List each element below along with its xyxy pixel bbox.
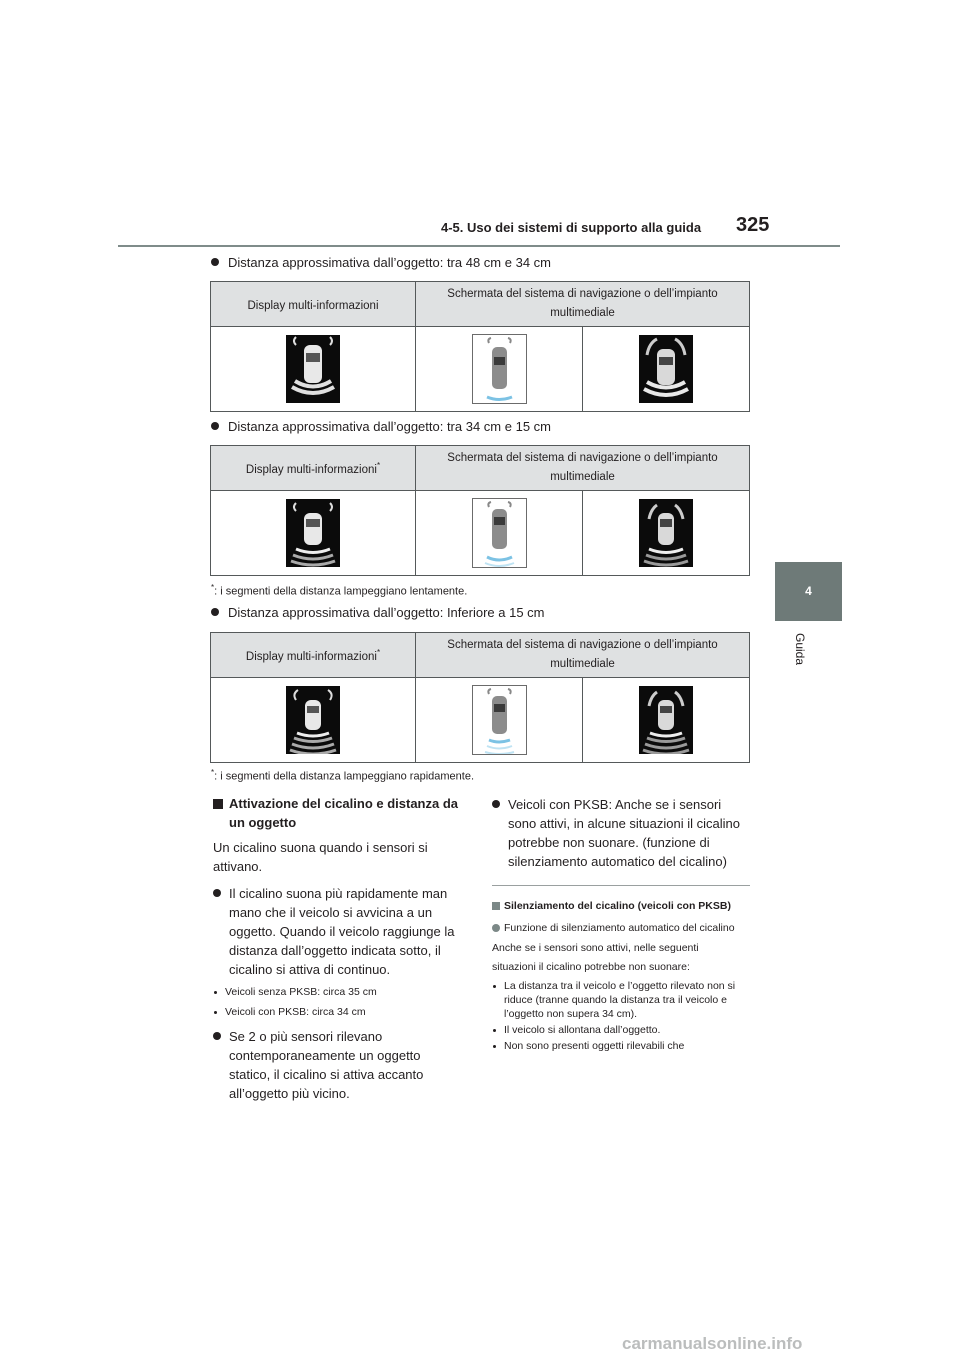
bullet-item: Se 2 o più sensori rilevano contemporaneamente un oggetto statico, il cicalino si attiva accanto all’oggetto più vicino. xyxy=(213,1027,463,1103)
watermark: carmanualsonline.info xyxy=(622,1334,803,1353)
nav-car-icon xyxy=(472,334,527,404)
square-bullet-icon xyxy=(492,902,500,910)
nav-large-car-icon xyxy=(639,686,693,754)
header-rule xyxy=(118,245,840,247)
chapter-tab[interactable]: 4 xyxy=(775,562,842,621)
display-table-2 xyxy=(210,445,750,576)
col-header-nav: Schermata del sistema di navigazione o dell’impianto multimediale xyxy=(416,446,750,491)
bullet-icon xyxy=(211,608,219,616)
bullet-icon xyxy=(213,889,221,897)
col-header-nav: Schermata del sistema di navigazione o dell’impianto multimediale xyxy=(416,633,750,678)
col-header-mid: Display multi-informazioni xyxy=(211,282,416,327)
mid-car-icon xyxy=(286,686,340,754)
mid-car-icon xyxy=(286,335,340,403)
bullet-icon xyxy=(213,1032,221,1040)
sub-item: Veicoli senza PKSB: circa 35 cm xyxy=(213,985,463,999)
section-heading: Attivazione del cicalino e distanza da un oggetto xyxy=(213,794,463,832)
note-sub-item: La distanza tra il veicolo e l’oggetto rilevato non si riduce (tranne quando la distanza tra il veicolo e l’oggetto non supera 34 cm). xyxy=(492,979,750,1021)
col-header-mid: Display multi-informazioni* xyxy=(211,446,416,491)
left-column xyxy=(213,794,463,1103)
small-bullet-icon xyxy=(493,1029,496,1032)
table3-caption: Distanza approssimativa dall’oggetto: Inferiore a 15 cm xyxy=(211,605,545,620)
note-paragraph: Anche se i sensori sono attivi, nelle seguenti xyxy=(492,942,699,954)
nav-large-car-icon xyxy=(639,335,693,403)
bullet-icon xyxy=(211,422,219,430)
bullet-icon xyxy=(492,924,500,932)
small-bullet-icon xyxy=(214,991,217,994)
intro-paragraph: Un cicalino suona quando i sensori si attivano. xyxy=(213,840,428,874)
small-bullet-icon xyxy=(493,1045,496,1048)
col-header-nav: Schermata del sistema di navigazione o dell’impianto multimediale xyxy=(416,282,750,327)
note-sub-item: Il veicolo si allontana dall’oggetto. xyxy=(492,1023,750,1037)
note-paragraph: situazioni il cicalino potrebbe non suonare: xyxy=(492,961,690,973)
page-number: 325 xyxy=(736,214,770,236)
mid-car-icon xyxy=(286,499,340,567)
display-table-1 xyxy=(210,281,750,412)
mid-display-image xyxy=(211,327,416,412)
note-bullet: Funzione di silenziamento automatico del cicalino xyxy=(492,921,750,935)
square-bullet-icon xyxy=(213,799,223,809)
small-bullet-icon xyxy=(493,985,496,988)
nav-car-icon xyxy=(472,685,527,755)
nav-large-car-icon xyxy=(639,499,693,567)
chapter-label: Guida xyxy=(793,632,807,666)
table2-footnote: *: i segmenti della distanza lampeggiano lentamente. xyxy=(211,583,468,598)
bullet-item: Veicoli con PKSB: Anche se i sensori sono attivi, in alcune situazioni il cicalino potrebbe non suonare. (funzione di silenziamento automatico del cicalino) xyxy=(492,795,750,871)
bullet-item: Il cicalino suona più rapidamente man mano che il veicolo si avvicina a un oggetto. Quando il veicolo raggiunge la distanza dall’oggetto indicata sotto, il cicalino si attiva di continuo. xyxy=(213,884,463,979)
note-sub-item: Non sono presenti oggetti rilevabili che xyxy=(492,1039,750,1053)
table3-footnote: *: i segmenti della distanza lampeggiano rapidamente. xyxy=(211,768,475,783)
nav-small-image xyxy=(416,491,583,576)
col-header-mid: Display multi-informazioni* xyxy=(211,633,416,678)
nav-large-image xyxy=(583,491,750,576)
nav-large-image xyxy=(583,327,750,412)
nav-small-image xyxy=(416,327,583,412)
nav-large-image xyxy=(583,678,750,763)
bullet-icon xyxy=(492,800,500,808)
table1-caption: Distanza approssimativa dall’oggetto: tra 48 cm e 34 cm xyxy=(211,255,551,270)
nav-car-icon xyxy=(472,498,527,568)
right-column xyxy=(492,795,750,1053)
bullet-icon xyxy=(211,258,219,266)
note-heading: Silenziamento del cicalino (veicoli con PKSB) xyxy=(492,899,750,913)
table2-caption: Distanza approssimativa dall’oggetto: tra 34 cm e 15 cm xyxy=(211,419,551,434)
section-title: 4-5. Uso dei sistemi di supporto alla guida xyxy=(441,220,702,235)
mid-display-image xyxy=(211,491,416,576)
nav-small-image xyxy=(416,678,583,763)
sub-item: Veicoli con PKSB: circa 34 cm xyxy=(213,1005,463,1019)
mid-display-image xyxy=(211,678,416,763)
display-table-3 xyxy=(210,632,750,763)
small-bullet-icon xyxy=(214,1011,217,1014)
note-divider xyxy=(492,885,750,886)
